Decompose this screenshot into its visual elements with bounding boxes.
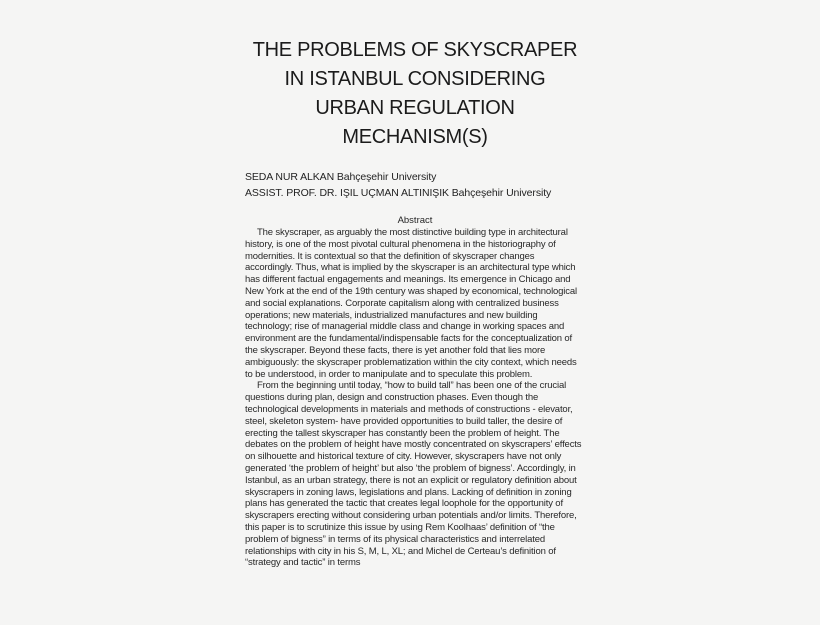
document-page bbox=[245, 0, 585, 569]
paper-title-line-2: IN ISTANBUL CONSIDERING bbox=[284, 68, 546, 90]
paper-title-line-3: URBAN REGULATION bbox=[315, 97, 515, 119]
abstract-paragraph-2: From the beginning until today, “how to build tall” has been one of the crucial questions during plan, design and construction phases. Even though the technological developments in materials and methods of constructions - elevator, steel, skeleton system- have provided opportunities to build taller, the desire of erecting the tallest skyscraper has constantly been the problem of height. The debates on the problem of height have mostly concentrated on skyscrapers’ effects on silhouette and historical texture of city. However, skyscrapers have not only generated ‘the problem of height’ but also ‘the problem of bigness’. Accordingly, in Istanbul, as an urban strategy, there is not an explicit or regulatory definition about skyscrapers in zoning laws, legislations and plans. Lacking of definition in zoning plans has generated the tactic that creates legal loophole for the opportunity of skyscrapers erecting without considering urban potentials and/or limits. Therefore, this paper is to scrutinize this issue by using Rem Koolhaas’ definition of “the problem of bigness” in terms of its physical characteristics and interrelated relationships with city in his S, M, L, XL; and Michel de Certeau’s definition of “strategy and tactic” in terms bbox=[245, 380, 582, 569]
paper-title bbox=[245, 36, 585, 152]
paper-title-line-4: MECHANISM(S) bbox=[342, 126, 488, 148]
paper-title-line-1: THE PROBLEMS OF SKYSCRAPER bbox=[252, 39, 578, 61]
author-block bbox=[245, 169, 585, 201]
abstract-heading: Abstract bbox=[397, 215, 433, 226]
abstract-paragraph-1: The skyscraper, as arguably the most distinctive building type in architectural history, is one of the most pivotal cultural phenomena in the historiography of modernities. It is contextual so that the definition of skyscraper changes accordingly. Thus, what is implied by the skyscraper is an architectural type which has different factual engagements and meanings. Its emergence in Chicago and New York at the end of the 19th century was shaped by economical, technological and social explanations. Corporate capitalism along with centralized business operations; new materials, industrialized manufactures and new building technology; rise of managerial middle class and change in working spaces and environment are the fundamental/indispensable facts for the conceptualization of the skyscraper. Beyond these facts, there is yet another fold that lies more ambiguously: the skyscraper problematization within the city context, which needs to be understood, in order to manipulate and to speculate this problem. bbox=[245, 227, 577, 380]
abstract-body bbox=[245, 227, 585, 569]
author-line-1: SEDA NUR ALKAN Bahçeşehir University bbox=[245, 171, 437, 183]
author-line-2: ASSIST. PROF. DR. IŞIL UÇMAN ALTINIŞIK Bahçeşehir University bbox=[245, 187, 552, 199]
